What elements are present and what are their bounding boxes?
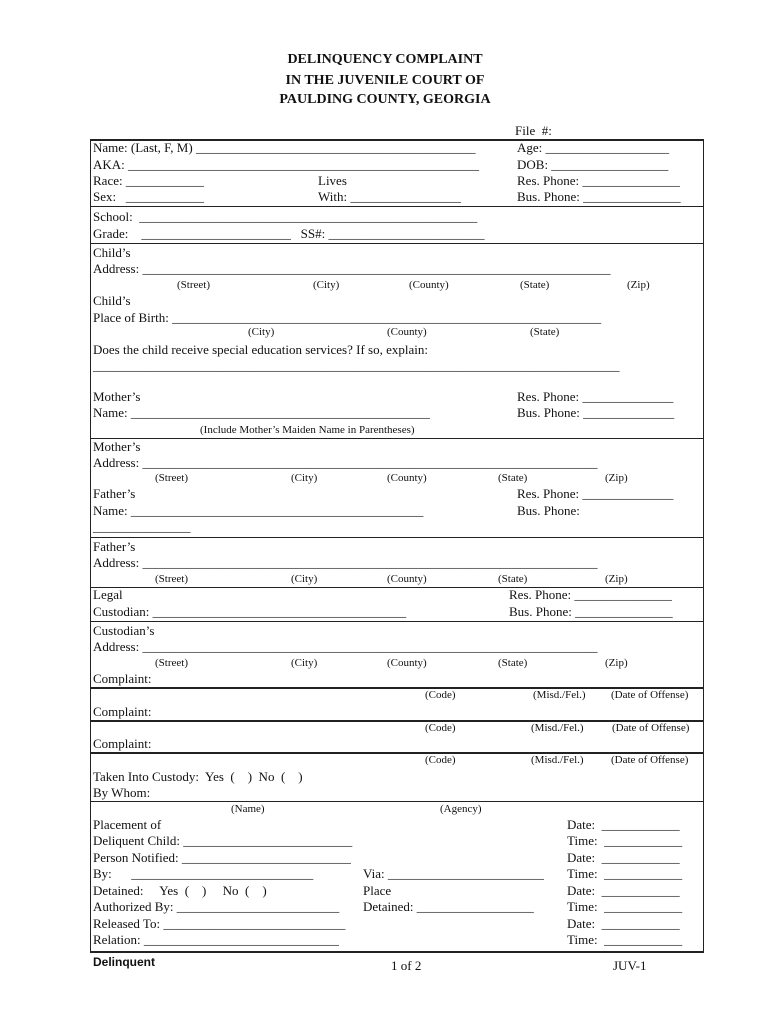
placement-date-field[interactable]: Date: ____________ — [567, 817, 680, 832]
caption-city: (City) — [291, 657, 318, 669]
child-bus-phone-field[interactable]: Bus. Phone: _______________ — [517, 189, 681, 204]
special-education-question: Does the child receive special education services? If so, explain: — [93, 342, 428, 357]
childs-address-label: Child’s — [93, 245, 131, 260]
divider — [90, 438, 704, 439]
caption-county: (County) — [387, 657, 427, 669]
caption-zip: (Zip) — [605, 573, 628, 585]
caption-code: (Code) — [425, 689, 456, 701]
caption-zip: (Zip) — [605, 472, 628, 484]
divider — [90, 243, 704, 244]
caption-misd-fel: (Misd./Fel.) — [531, 722, 584, 734]
released-to-field[interactable]: Released To: ____________________________ — [93, 916, 346, 931]
custodian-name-field[interactable]: Custodian: _______________________________________ — [93, 604, 407, 619]
caption-city: (City) — [291, 472, 318, 484]
child-address-field[interactable]: Address: ________________________________________________________________________ — [93, 261, 611, 276]
placement-time-field[interactable]: Time: ____________ — [567, 833, 683, 848]
caption-street: (Street) — [177, 279, 210, 291]
mother-address-field[interactable]: Address: ______________________________________________________________________ — [93, 455, 598, 470]
caption-date-of-offense: (Date of Offense) — [612, 722, 690, 734]
notified-by-field[interactable]: By: ____________________________ — [93, 866, 314, 881]
notified-time-field[interactable]: Time: ____________ — [567, 866, 683, 881]
special-education-explanation-field[interactable]: _________________________________________________________________________________ — [93, 358, 620, 373]
caption-misd-fel: (Misd./Fel.) — [533, 689, 586, 701]
caption-name: (Name) — [231, 803, 265, 815]
detained-time-field[interactable]: Time: ____________ — [567, 899, 683, 914]
form-bottom-border — [90, 951, 704, 953]
father-name-field[interactable]: Name: _____________________________________________ — [93, 503, 424, 518]
caption-code: (Code) — [425, 722, 456, 734]
place-label: Place — [363, 883, 392, 898]
custodians-address-label: Custodian’s — [93, 623, 155, 638]
caption-state: (State) — [498, 472, 528, 484]
maiden-name-note: (Include Mother’s Maiden Name in Parentheses) — [200, 424, 415, 436]
mothers-address-label: Mother’s — [93, 439, 141, 454]
child-name-field[interactable]: Name: (Last, F, M) ___________________________________________ — [93, 140, 476, 155]
caption-state: (State) — [498, 573, 528, 585]
form-number: JUV-1 — [613, 958, 647, 973]
mother-name-field[interactable]: Name: ______________________________________________ — [93, 405, 430, 420]
lives-with-field[interactable]: With: _________________ — [318, 189, 461, 204]
child-res-phone-field[interactable]: Res. Phone: _______________ — [517, 173, 680, 188]
page-number: 1 of 2 — [391, 958, 422, 973]
father-bus-phone-field[interactable]: Bus. Phone: — [517, 503, 580, 518]
caption-county: (County) — [409, 279, 449, 291]
caption-county: (County) — [387, 472, 427, 484]
child-race-field[interactable]: Race: ____________ — [93, 173, 204, 188]
place-detained-field[interactable]: Detained: __________________ — [363, 899, 534, 914]
caption-street: (Street) — [155, 472, 188, 484]
delinquent-child-field[interactable]: Deliquent Child: __________________________ — [93, 833, 353, 848]
placement-of-label: Placement of — [93, 817, 162, 832]
fathers-name-label: Father’s — [93, 486, 136, 501]
title-line-2: IN THE JUVENILE COURT OF — [285, 73, 485, 88]
father-bus-phone-continuation[interactable]: _______________ — [93, 519, 191, 534]
caption-county: (County) — [387, 326, 427, 338]
school-field[interactable]: School: ____________________________________________________ — [93, 209, 478, 224]
caption-misd-fel: (Misd./Fel.) — [531, 754, 584, 766]
caption-zip: (Zip) — [605, 657, 628, 669]
custodian-address-field[interactable]: Address: ______________________________________________________________________ — [93, 639, 598, 654]
place-of-birth-field[interactable]: Place of Birth: __________________________________________________________________ — [93, 310, 602, 325]
child-sex-field[interactable]: Sex: ____________ — [93, 189, 204, 204]
child-age-field[interactable]: Age: ___________________ — [517, 140, 670, 155]
complaint-3-field[interactable]: Complaint: — [93, 736, 152, 751]
complaint-2-field[interactable]: Complaint: — [93, 704, 152, 719]
child-aka-field[interactable]: AKA: ______________________________________________________ — [93, 157, 480, 172]
form-right-border — [703, 139, 704, 952]
caption-street: (Street) — [155, 573, 188, 585]
title-line-3: PAULDING COUNTY, GEORGIA — [279, 92, 491, 107]
caption-date-of-offense: (Date of Offense) — [611, 689, 689, 701]
legal-label: Legal — [93, 587, 123, 602]
notified-date-field[interactable]: Date: ____________ — [567, 850, 680, 865]
person-notified-field[interactable]: Person Notified: __________________________ — [93, 850, 351, 865]
mother-res-phone-field[interactable]: Res. Phone: ______________ — [517, 389, 674, 404]
caption-code: (Code) — [425, 754, 456, 766]
caption-state: (State) — [520, 279, 550, 291]
caption-city: (City) — [248, 326, 275, 338]
by-whom-field[interactable]: By Whom: — [93, 785, 151, 800]
father-address-field[interactable]: Address: ______________________________________________________________________ — [93, 555, 598, 570]
caption-state: (State) — [530, 326, 560, 338]
caption-agency: (Agency) — [440, 803, 482, 815]
childs-pob-label: Child’s — [93, 293, 131, 308]
via-field[interactable]: Via: ________________________ — [363, 866, 544, 881]
caption-city: (City) — [291, 573, 318, 585]
caption-zip: (Zip) — [627, 279, 650, 291]
father-res-phone-field[interactable]: Res. Phone: ______________ — [517, 486, 674, 501]
mothers-name-label: Mother’s — [93, 389, 141, 404]
detained-date-field[interactable]: Date: ____________ — [567, 883, 680, 898]
child-dob-field[interactable]: DOB: __________________ — [517, 157, 669, 172]
custodian-res-phone-field[interactable]: Res. Phone: _______________ — [509, 587, 672, 602]
released-time-field[interactable]: Time: ____________ — [567, 932, 683, 947]
authorized-by-field[interactable]: Authorized By: _________________________ — [93, 899, 340, 914]
caption-date-of-offense: (Date of Offense) — [611, 754, 689, 766]
title-line-1: DELINQUENCY COMPLAINT — [287, 52, 483, 67]
custodian-bus-phone-field[interactable]: Bus. Phone: _______________ — [509, 604, 673, 619]
relation-field[interactable]: Relation: ______________________________ — [93, 932, 339, 947]
caption-street: (Street) — [155, 657, 188, 669]
taken-into-custody-field[interactable]: Taken Into Custody: Yes ( ) No ( ) — [93, 769, 303, 784]
caption-state: (State) — [498, 657, 528, 669]
footer-left-label: Delinquent — [93, 955, 155, 969]
file-number-label: File #: — [515, 123, 552, 138]
grade-ssn-field[interactable]: Grade: _______________________ SS#: ________________________ — [93, 226, 485, 241]
form-left-border — [90, 139, 91, 952]
released-date-field[interactable]: Date: ____________ — [567, 916, 680, 931]
divider — [90, 621, 704, 622]
lives-label: Lives — [318, 173, 347, 188]
fathers-address-label: Father’s — [93, 539, 136, 554]
caption-city: (City) — [313, 279, 340, 291]
divider — [90, 206, 704, 207]
mother-bus-phone-field[interactable]: Bus. Phone: ______________ — [517, 405, 675, 420]
caption-county: (County) — [387, 573, 427, 585]
divider — [90, 537, 704, 538]
detained-field[interactable]: Detained: Yes ( ) No ( ) — [93, 883, 267, 898]
complaint-1-field[interactable]: Complaint: — [93, 671, 152, 686]
divider — [90, 801, 704, 802]
